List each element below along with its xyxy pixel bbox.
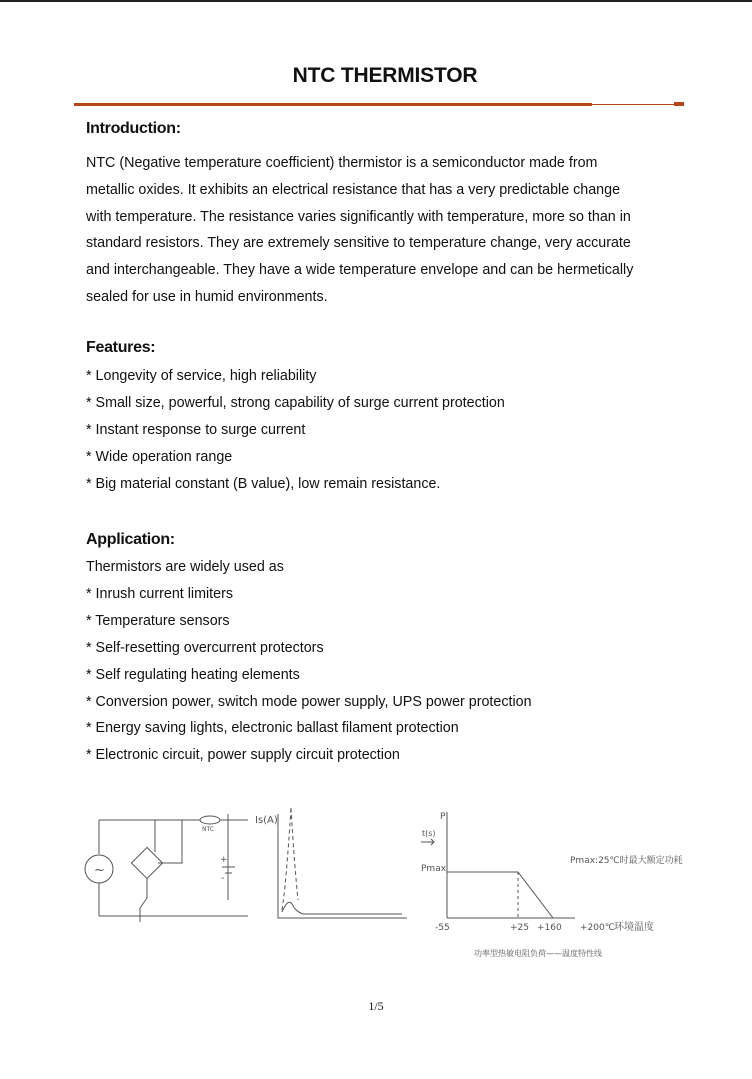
surge-curve [282,902,402,914]
intro-line: NTC (Negative temperature coefficient) thermistor is a semiconductor made from [86,155,598,171]
list-item: * Longevity of service, high reliability [86,368,317,384]
intro-line: metallic oxides. It exhibits an electrical resistance that has a very predictable change [86,181,621,198]
derating-caption: 功率型热敏电阻负荷——温度特性线 [474,949,602,958]
application-section [86,530,706,769]
derating-x-axis-label: 环境温度 [614,922,654,933]
ntc-label: NTC [202,826,214,833]
p-label: P [440,812,446,822]
list-item: * Instant response to surge current [86,421,306,438]
surge-y-label: Is(A) [255,815,278,826]
t-label: t(s) [422,829,436,838]
pmax-label: Pmax [421,864,447,874]
application-heading: Application: [86,531,175,548]
list-item: * Temperature sensors [86,612,230,629]
title-rule [74,103,592,106]
introduction-section [86,119,706,311]
surge-current-graph [278,808,407,918]
list-item: * Electronic circuit, power supply circuit protection [86,747,400,764]
list-item: * Self regulating heating elements [86,666,300,683]
pmax-note: Pmax:25℃时最大额定功耗 [570,856,683,866]
derating-curve [447,872,553,918]
features-list [86,363,706,498]
t-arrow-icon [421,839,434,845]
top-border [0,0,752,2]
features-section [86,338,706,498]
surge-axes [278,814,407,918]
list-item: * Inrush current limiters [86,585,233,602]
introduction-body [86,150,706,311]
tick-label: +160 [537,923,562,933]
ac-symbol-text: ~ [94,863,105,878]
ntc-resistor-icon [200,816,220,824]
page-number: 1/5 [368,999,384,1013]
application-intro: Thermistors are widely used as [86,559,284,575]
list-item: * Self-resetting overcurrent protectors [86,639,324,656]
tick-label: -55 [435,923,450,933]
list-item: * Big material constant (B value), low remain resistance. [86,475,441,492]
tick-label: +25 [510,923,529,933]
introduction-heading: Introduction: [86,120,181,137]
intro-line: with temperature. The resistance varies significantly with temperature, more so than in [86,208,631,225]
intro-line: and interchangeable. They have a wide temperature envelope and can be hermetically [86,262,634,279]
page-title: NTC THERMISTOR [292,64,478,87]
bridge-rectifier-icon [131,847,162,878]
minus-label: - [221,873,225,884]
list-item: * Wide operation range [86,448,233,465]
plus-label: + [220,855,228,865]
title-rule-cap [674,102,684,106]
title-rule-thin [592,104,674,105]
features-heading: Features: [86,339,156,356]
list-item: * Energy saving lights, electronic ballast filament protection [86,720,459,737]
circuit-diagram [85,814,248,922]
surge-envelope-dashed [282,808,291,910]
figures-svg [0,800,752,970]
intro-line: sealed for use in humid environments. [86,288,328,305]
list-item: * Small size, powerful, strong capability of surge current protection [86,394,505,411]
figure-area [0,800,752,970]
list-item: * Conversion power, switch mode power supply, UPS power protection [86,693,532,710]
application-list [86,554,706,769]
tick-label: +200℃ [580,923,615,933]
intro-line: standard resistors. They are extremely sensitive to temperature change, very accurate [86,235,631,252]
